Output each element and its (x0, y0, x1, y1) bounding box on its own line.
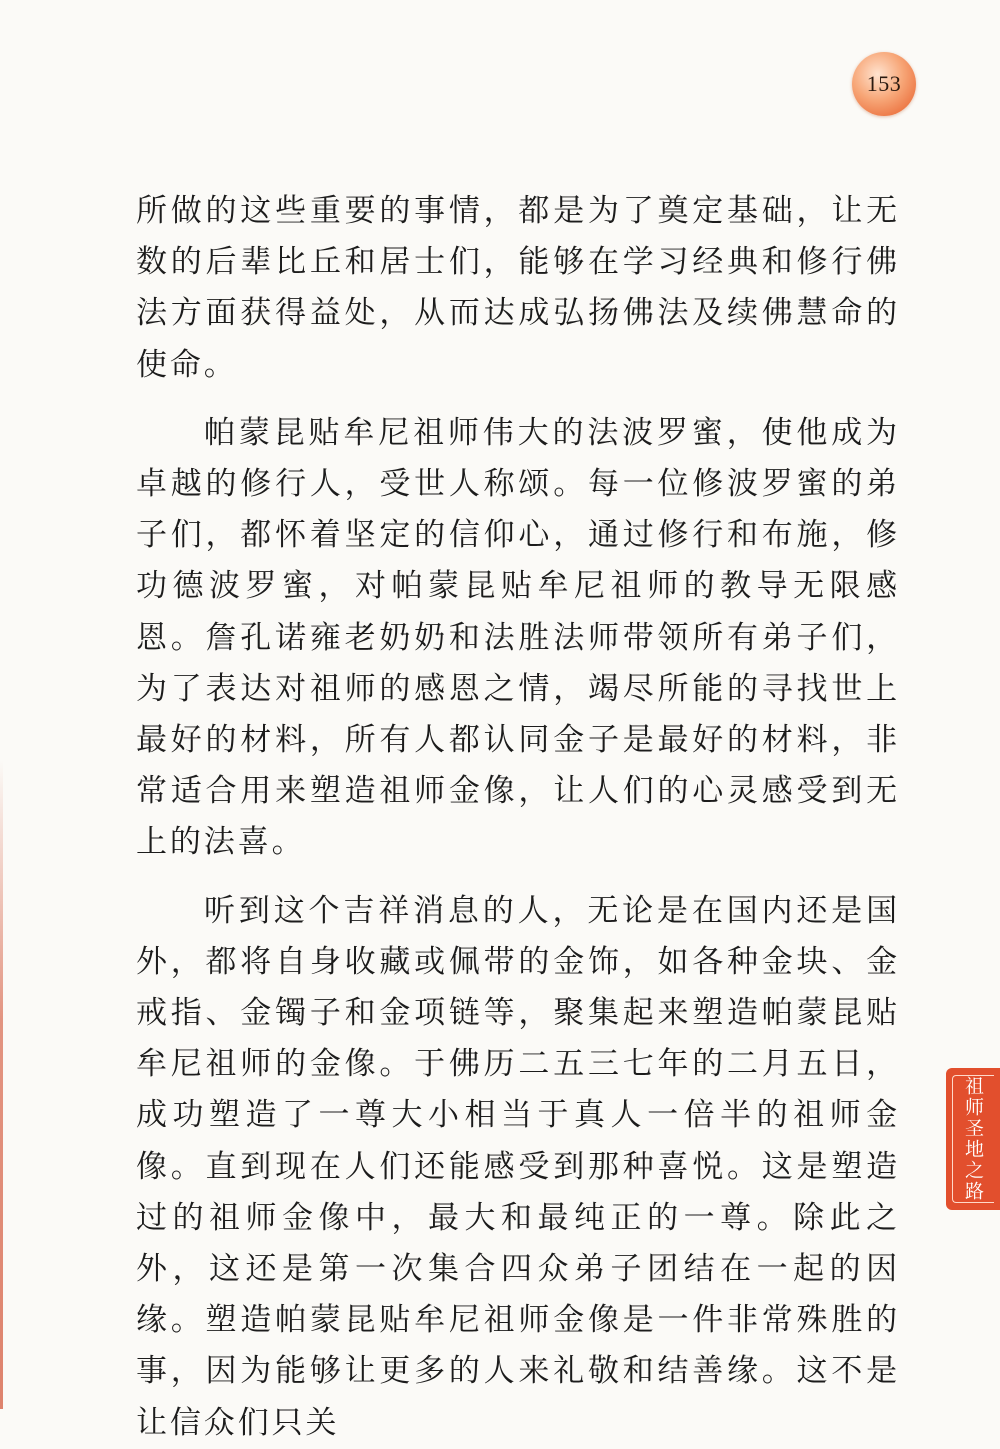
chapter-tab-label: 祖师圣地之路 (962, 1076, 984, 1202)
chapter-tab (946, 1068, 1000, 1210)
chapter-tab-frame (952, 1075, 994, 1203)
page-number-badge (852, 52, 916, 116)
paragraph-3: 听到这个吉祥消息的人，无论是在国内还是国外，都将自身收藏或佩带的金饰，如各种金块、金戒指、金镯子和金项链等，聚集起来塑造帕蒙昆贴牟尼祖师的金像。于佛历二五三七年的二月五日，成功塑造了一尊大小相当于真人一倍半的祖师金像。直到现在人们还能感受到那种喜悦。这是塑造过的祖师金像中，最大和最纯正的一尊。除此之外，这还是第一次集合四众弟子团结在一起的因缘。塑造帕蒙昆贴牟尼祖师金像是一件非常殊胜的事，因为能够让更多的人来礼敬和结善缘。这不是让信众们只关 (136, 892, 900, 1441)
page-edge-decoration (0, 760, 3, 1409)
page-number: 153 (866, 71, 902, 96)
paragraph-2: 帕蒙昆贴牟尼祖师伟大的法波罗蜜，使他成为卓越的修行人，受世人称颂。每一位修波罗蜜的弟子们，都怀着坚定的信仰心，通过修行和布施，修功德波罗蜜，对帕蒙昆贴牟尼祖师的教导无限感恩。詹孔诺雍老奶奶和法胜法师带领所有弟子们，为了表达对祖师的感恩之情，竭尽所能的寻找世上最好的材料，所有人都认同金子是最好的材料，非常适合用来塑造祖师金像，让人们的心灵感受到无上的法喜。 (136, 414, 900, 861)
paragraph-1: 所做的这些重要的事情，都是为了奠定基础，让无数的后辈比丘和居士们，能够在学习经典和修行佛法方面获得益处，从而达成弘扬佛法及续佛慧命的使命。 (136, 193, 900, 383)
body-text (136, 186, 900, 1449)
